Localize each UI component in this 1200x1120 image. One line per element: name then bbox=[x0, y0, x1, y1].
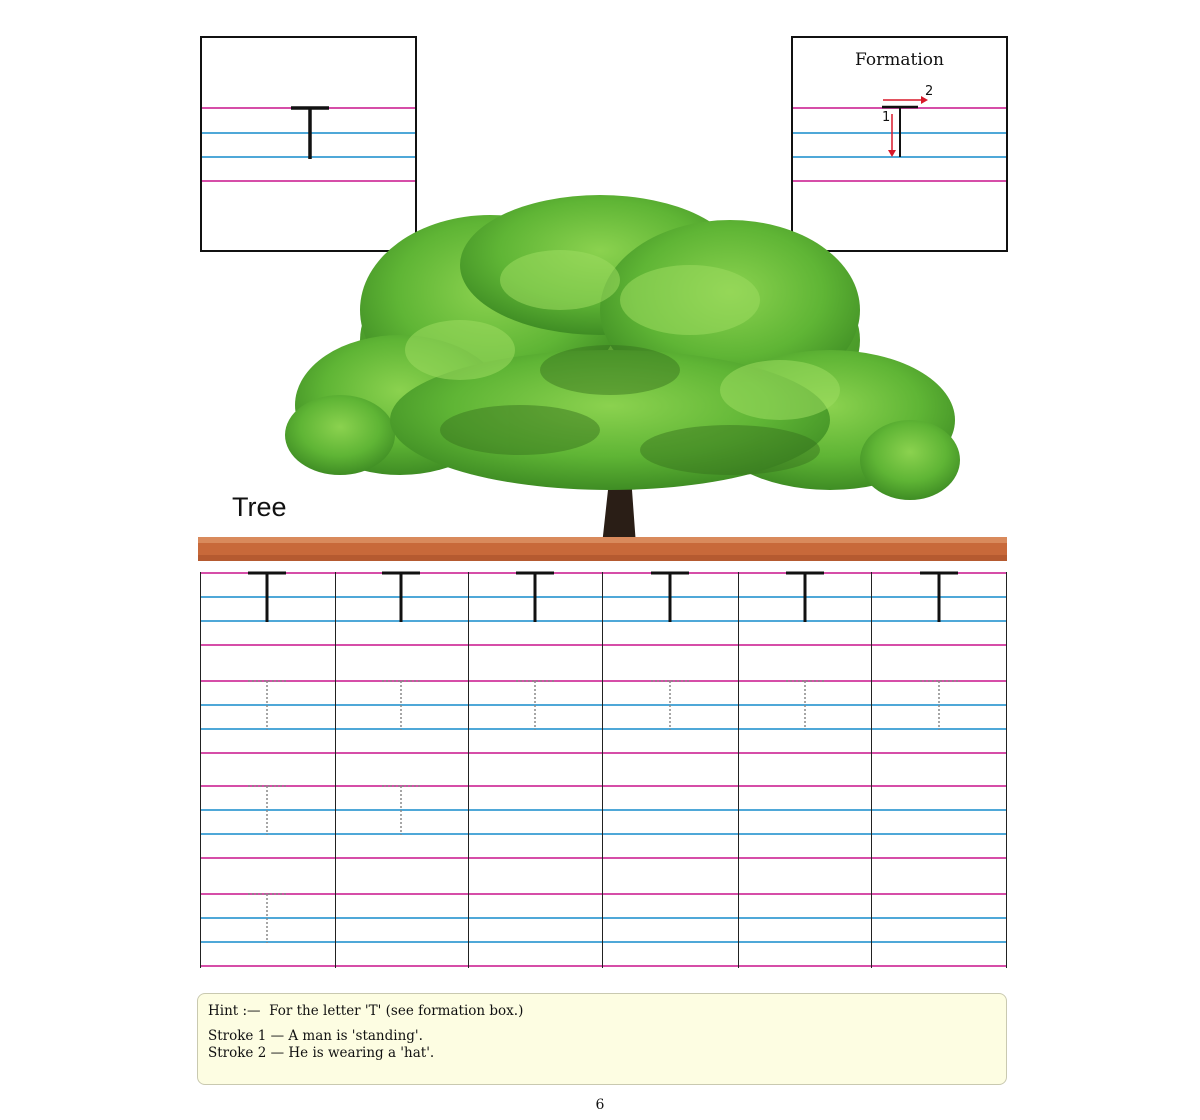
hint-line-1: Hint :— For the letter 'T' (see formation box.) bbox=[208, 1003, 524, 1019]
letter-t-dotted bbox=[382, 786, 420, 835]
stroke-1-number: 1 bbox=[882, 110, 891, 125]
letter-t-dotted bbox=[516, 681, 554, 730]
letter-t-dotted bbox=[920, 681, 958, 730]
letter-t-dotted bbox=[248, 681, 286, 730]
letter-t-solid bbox=[382, 573, 420, 622]
letter-t-dotted bbox=[651, 681, 689, 730]
letter-t-solid bbox=[920, 573, 958, 622]
letter-t-solid bbox=[786, 573, 824, 622]
letter-t-dotted bbox=[382, 681, 420, 730]
letter-t-dotted bbox=[248, 894, 286, 943]
tree-illustration bbox=[260, 190, 960, 550]
picture-word-label: Tree bbox=[232, 492, 287, 522]
letter-t-dotted bbox=[248, 786, 286, 835]
letter-t-solid bbox=[516, 573, 554, 622]
stroke-2-number: 2 bbox=[925, 84, 934, 99]
soil-strip bbox=[198, 537, 1007, 561]
hint-line-3: Stroke 2 — He is wearing a 'hat'. bbox=[208, 1045, 435, 1061]
practice-letters bbox=[200, 572, 1007, 968]
hint-box bbox=[197, 993, 1007, 1085]
hint-line-2: Stroke 1 — A man is 'standing'. bbox=[208, 1028, 423, 1044]
letter-t-solid bbox=[248, 573, 286, 622]
letter-t-dotted bbox=[786, 681, 824, 730]
practice-grid bbox=[200, 572, 1007, 968]
letter-t-solid bbox=[651, 573, 689, 622]
formation-title: Formation bbox=[855, 50, 944, 70]
page-number: 6 bbox=[595, 1097, 605, 1113]
